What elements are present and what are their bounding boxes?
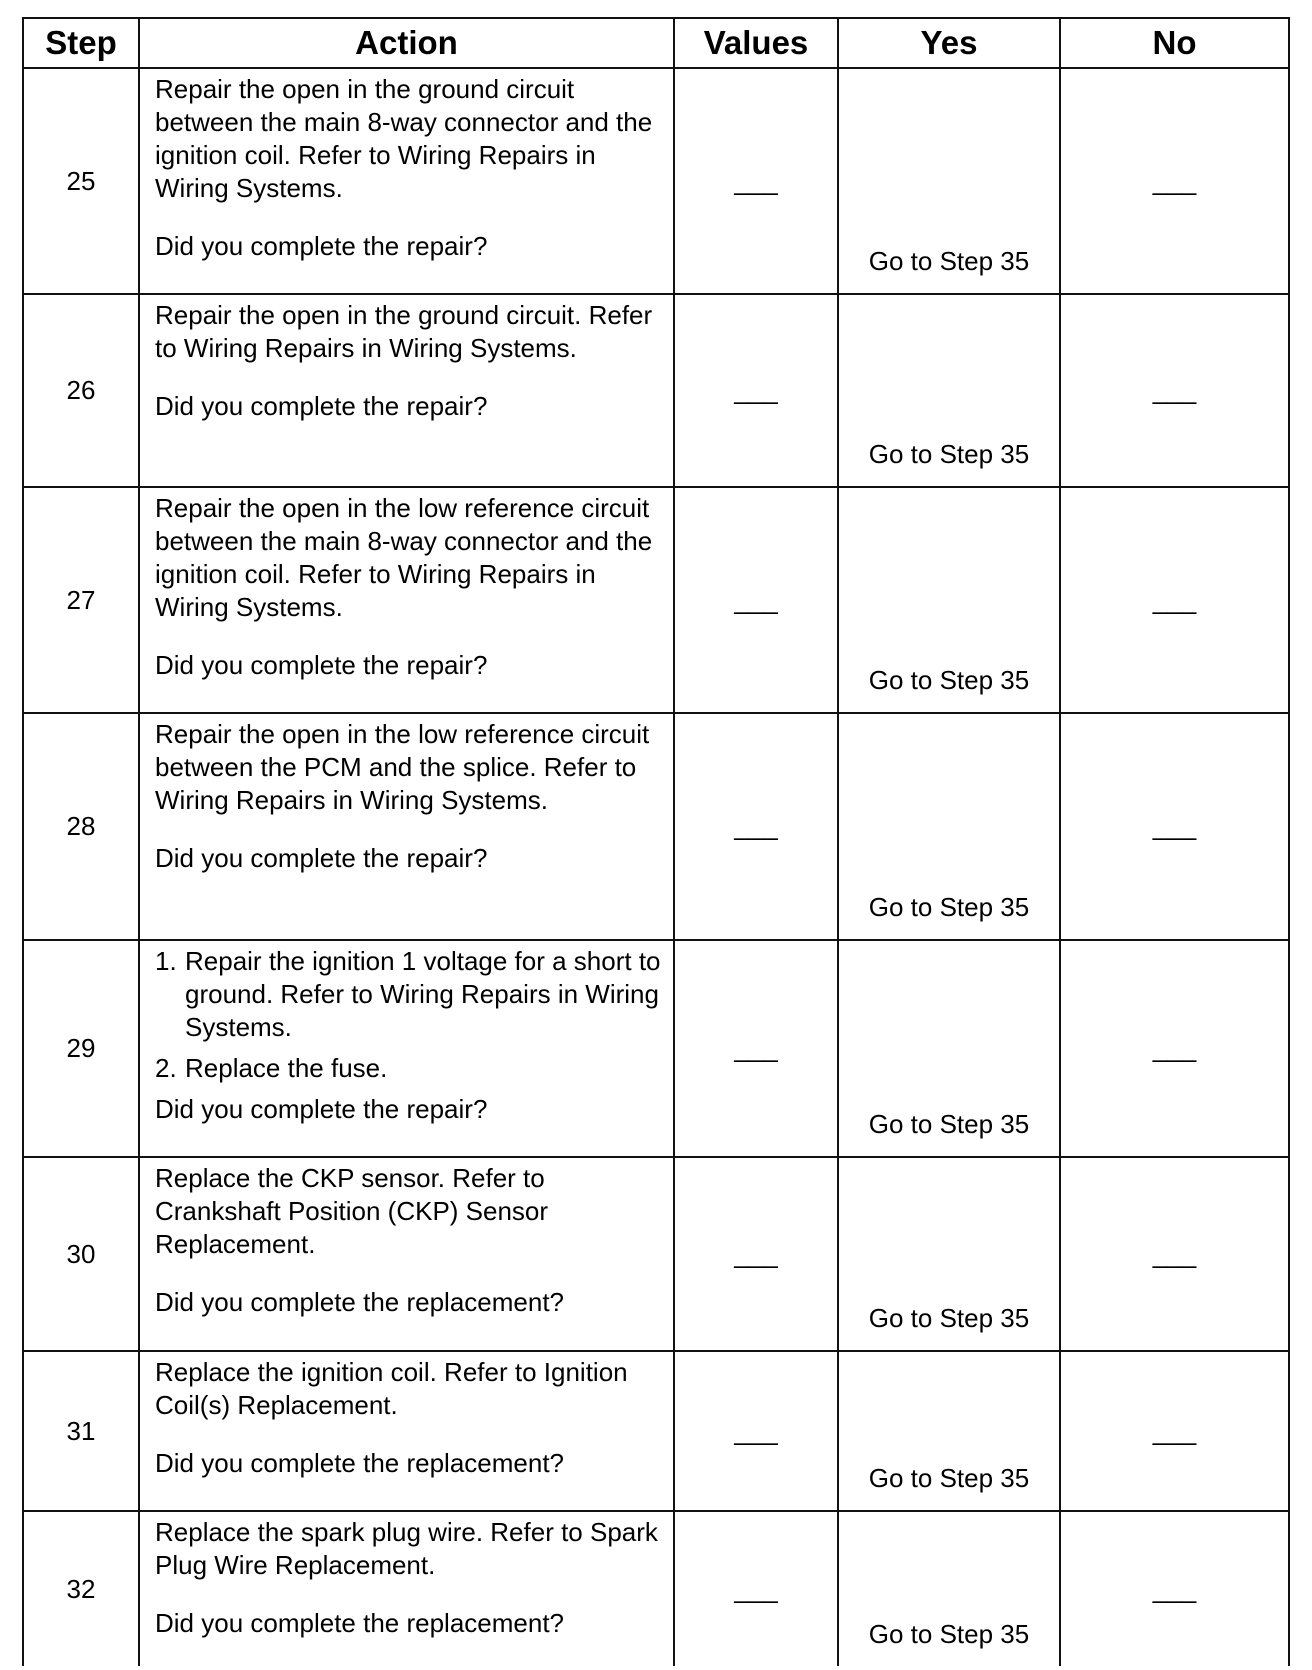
list-item-number: 1. [155,946,177,976]
header-action: Action [139,18,674,68]
list-item [155,945,663,1044]
action-cell [139,1157,674,1351]
action-text: Replace the ignition coil. Refer to Ignition Coil(s) Replacement. [155,1357,628,1420]
table-row [23,940,1289,1157]
values-cell: ___ [674,294,838,487]
action-question: Did you complete the replacement? [155,1608,565,1638]
header-values: Values [674,18,838,68]
action-text: Repair the open in the low reference circuit between the main 8-way connector and the ignition coil. Refer to Wiring Repairs in Wiring Systems. [155,493,653,622]
step-number: 27 [23,487,139,713]
step-number: 32 [23,1511,139,1666]
table-row [23,294,1289,487]
yes-cell: Go to Step 35 [838,294,1060,487]
action-cell [139,1511,674,1666]
table-row [23,713,1289,940]
diagnostic-table [22,17,1290,1666]
step-number: 30 [23,1157,139,1351]
action-cell [139,294,674,487]
table-row [23,1511,1289,1666]
action-question: Did you complete the repair? [155,650,488,680]
action-question: Did you complete the repair? [155,843,488,873]
no-cell: ___ [1060,487,1289,713]
no-cell: ___ [1060,294,1289,487]
action-text: Repair the open in the ground circuit between the main 8-way connector and the ignition coil. Refer to Wiring Repairs in Wiring Systems. [155,74,653,203]
no-cell: ___ [1060,68,1289,294]
action-question: Did you complete the repair? [155,231,488,261]
table-row [23,68,1289,294]
list-item-text: Replace the fuse. [185,1053,388,1083]
action-question: Did you complete the replacement? [155,1287,565,1317]
action-text: Replace the spark plug wire. Refer to Spark Plug Wire Replacement. [155,1517,658,1580]
action-steps-list [155,945,663,1085]
action-question: Did you complete the repair? [155,391,488,421]
no-cell: ___ [1060,713,1289,940]
values-cell: ___ [674,940,838,1157]
values-cell: ___ [674,1511,838,1666]
action-cell [139,713,674,940]
no-cell: ___ [1060,1511,1289,1666]
values-cell: ___ [674,487,838,713]
step-number: 28 [23,713,139,940]
yes-cell: Go to Step 35 [838,713,1060,940]
action-text: Repair the open in the ground circuit. Refer to Wiring Repairs in Wiring Systems. [155,300,653,363]
yes-cell: Go to Step 35 [838,1511,1060,1666]
yes-cell: Go to Step 35 [838,68,1060,294]
yes-cell: Go to Step 35 [838,1351,1060,1511]
action-text: Replace the CKP sensor. Refer to Crankshaft Position (CKP) Sensor Replacement. [155,1163,549,1259]
no-cell: ___ [1060,1157,1289,1351]
step-number: 26 [23,294,139,487]
action-text: Repair the open in the low reference circuit between the PCM and the splice. Refer to Wiring Repairs in Wiring Systems. [155,719,650,815]
step-number: 29 [23,940,139,1157]
action-cell [139,940,674,1157]
values-cell: ___ [674,713,838,940]
header-row [23,18,1289,68]
step-number: 25 [23,68,139,294]
no-cell: ___ [1060,1351,1289,1511]
values-cell: ___ [674,68,838,294]
values-cell: ___ [674,1351,838,1511]
table-row [23,487,1289,713]
table-row [23,1351,1289,1511]
action-cell [139,1351,674,1511]
action-question: Did you complete the repair? [155,1094,488,1124]
action-cell [139,68,674,294]
list-item-text: Repair the ignition 1 voltage for a short to ground. Refer to Wiring Repairs in Wiring Systems. [185,946,661,1042]
header-no: No [1060,18,1289,68]
yes-cell: Go to Step 35 [838,1157,1060,1351]
values-cell: ___ [674,1157,838,1351]
action-cell [139,487,674,713]
table-row [23,1157,1289,1351]
list-item [155,1052,663,1085]
yes-cell: Go to Step 35 [838,940,1060,1157]
header-yes: Yes [838,18,1060,68]
action-question: Did you complete the replacement? [155,1448,565,1478]
yes-cell: Go to Step 35 [838,487,1060,713]
list-item-number: 2. [155,1053,177,1083]
no-cell: ___ [1060,940,1289,1157]
step-number: 31 [23,1351,139,1511]
header-step: Step [23,18,139,68]
